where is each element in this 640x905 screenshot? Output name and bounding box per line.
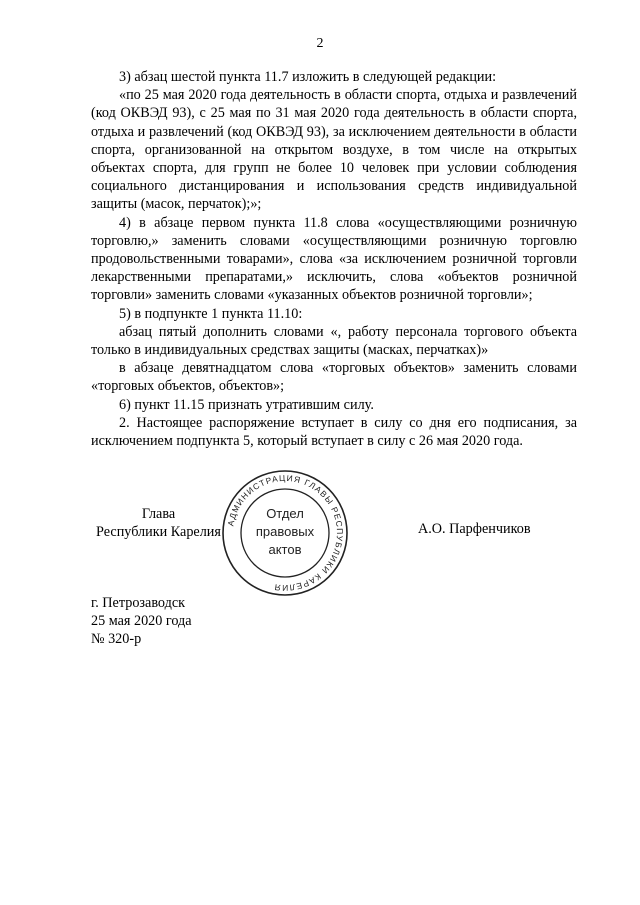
paragraph: 3) абзац шестой пункта 11.7 изложить в следующей редакции: [119,69,497,85]
signatory-title [91,505,226,541]
paragraph: абзац пятый дополнить словами «, работу персонала торгового объекта только в индивидуальных средствах защиты (масках, перчатках)» [91,323,577,359]
paragraph: 6) пункт 11.15 признать утратившим силу. [119,396,374,413]
stamp-center-line: правовых [255,524,315,539]
document-body [91,68,577,450]
paragraph: 2. Настоящее распоряжение вступает в силу со дня его подписания, за исключением подпункта 5, который вступает в силу с 26 мая 2020 года. [91,414,577,450]
stamp-center-line: актов [268,542,302,557]
signatory-name: А.О. Парфенчиков [418,521,531,537]
stamp-center-line: Отдел [266,506,304,521]
footer-number: № 320-р [91,631,142,648]
paragraph: 5) в подпункте 1 пункта 11.10: [119,305,303,322]
signatory-title-line: Глава [141,506,176,522]
paragraph: в абзаце девятнадцатом слова «торговых объектов» заменить словами «торговых объектов, объектов»; [91,360,577,395]
document-footer [91,594,192,649]
stamp-ring-text: АДМИНИСТРАЦИЯ ГЛАВЫ РЕСПУБЛИКИ КАРЕЛИЯ [225,472,346,594]
footer-date: 25 мая 2020 года [91,613,192,630]
paragraph: «по 25 мая 2020 года деятельность в области спорта, отдыха и развлечений (код ОКВЭД 93), с 25 мая по 31 мая 2020 года деятельность в области спорта, отдыха и развлечений (код ОКВЭД 93), за исключением деятельности в области спорта, организованной на открытом воздухе, в том числе на открытых объектах спорта, для групп не более 10 человек при условии соблюдения социального дистанцирования и использования средств индивидуальной защиты (масок, перчаток);»; [91,87,577,213]
signatory-title-line: Республики Карелия [96,524,221,541]
footer-city: г. Петрозаводск [91,595,186,611]
paragraph: 4) в абзаце первом пункта 11.8 слова «осуществляющими розничную торговлю,» заменить словами «осуществляющими розничную торговлю продовольственными товарами», слова «за исключением розничной торговли лекарственными препаратами,» исключить, слова «объектов розничной торговли» заменить словами «указанных объектов розничной торговли»; [91,214,577,304]
page-number: 2 [316,36,324,51]
official-stamp [220,468,350,598]
